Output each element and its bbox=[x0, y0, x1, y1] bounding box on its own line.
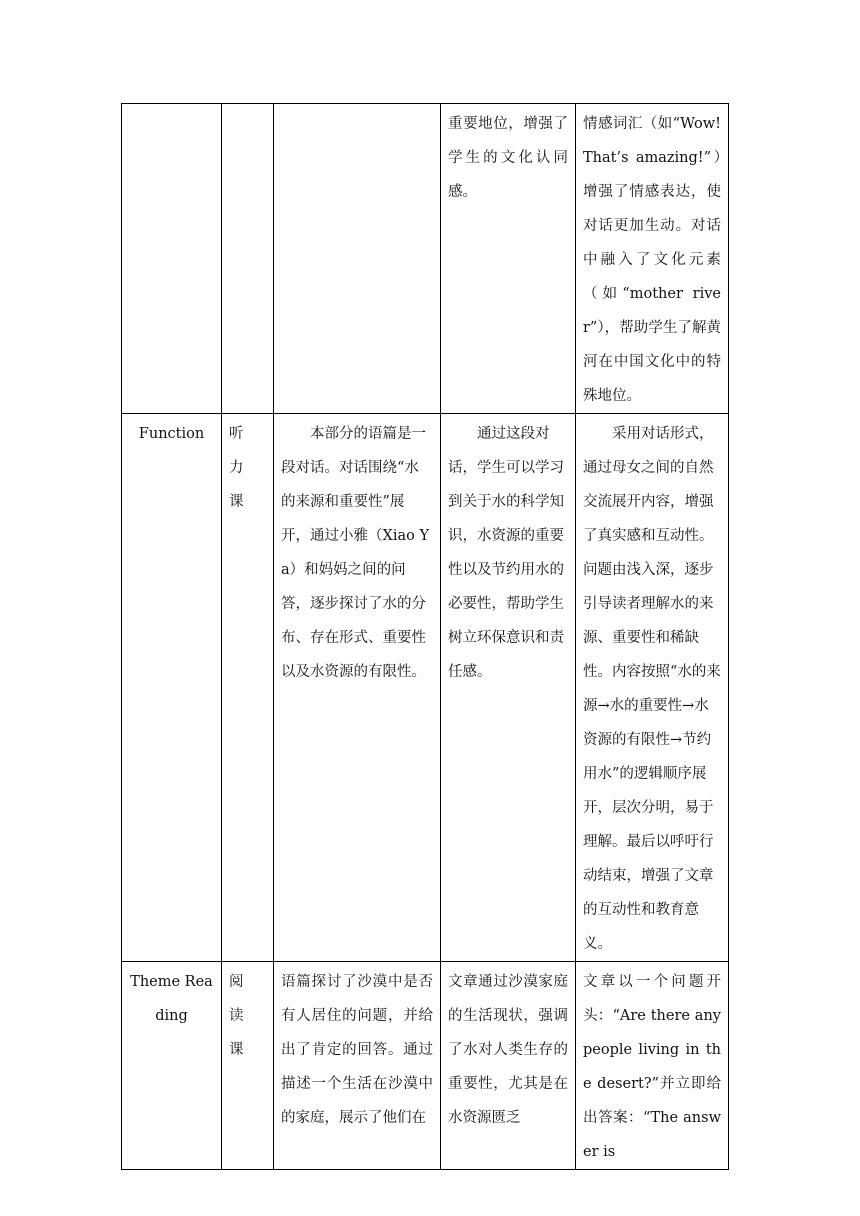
meaning-cell: 文章通过沙漠家庭的生活现状，强调了水对人类生存的重要性，尤其是在水资源匮乏 bbox=[441, 962, 576, 1170]
section-name-cell: Theme Reading bbox=[122, 962, 222, 1170]
lesson-analysis-table bbox=[121, 103, 729, 1170]
content-cell: 本部分的语篇是一段对话。对话围绕“水的来源和重要性”展开，通过小雅（Xiao Ya）和妈妈之间的问答，逐步探讨了水的分布、存在形式、重要性以及水资源的有限性。 bbox=[274, 414, 441, 962]
features-cell: 采用对话形式，通过母女之间的自然交流展开内容，增强了真实感和互动性。问题由浅入深，逐步引导读者理解水的来源、重要性和稀缺性。内容按照“水的来源→水的重要性→水资源的有限性→节约用水”的逻辑顺序展开，层次分明，易于理解。最后以呼吁行动结束，增强了文章的互动性和教育意义。 bbox=[576, 414, 729, 962]
section-name-cell bbox=[122, 104, 222, 414]
meaning-cell: 通过这段对话，学生可以学习到关于水的科学知识，水资源的重要性以及节约用水的必要性，帮助学生树立环保意识和责任感。 bbox=[441, 414, 576, 962]
table-row bbox=[122, 962, 729, 1170]
content-cell: 语篇探讨了沙漠中是否有人居住的问题，并给出了肯定的回答。通过描述一个生活在沙漠中的家庭，展示了他们在 bbox=[274, 962, 441, 1170]
lesson-type-cell: 听力课 bbox=[222, 414, 274, 962]
content-cell bbox=[274, 104, 441, 414]
lesson-type-cell bbox=[222, 104, 274, 414]
table-row bbox=[122, 104, 729, 414]
table-row bbox=[122, 414, 729, 962]
section-name-cell: Function bbox=[122, 414, 222, 962]
features-cell: 情感词汇（如“Wow! That’s amazing!”）增强了情感表达，使对话更加生动。对话中融入了文化元素（如“mother river”），帮助学生了解黄河在中国文化中的特殊地位。 bbox=[576, 104, 729, 414]
lesson-type-cell: 阅读课 bbox=[222, 962, 274, 1170]
features-cell: 文章以一个问题开头：“Are there any people living in the desert?”并立即给出答案：“The answer is bbox=[576, 962, 729, 1170]
meaning-cell: 重要地位，增强了学生的文化认同感。 bbox=[441, 104, 576, 414]
